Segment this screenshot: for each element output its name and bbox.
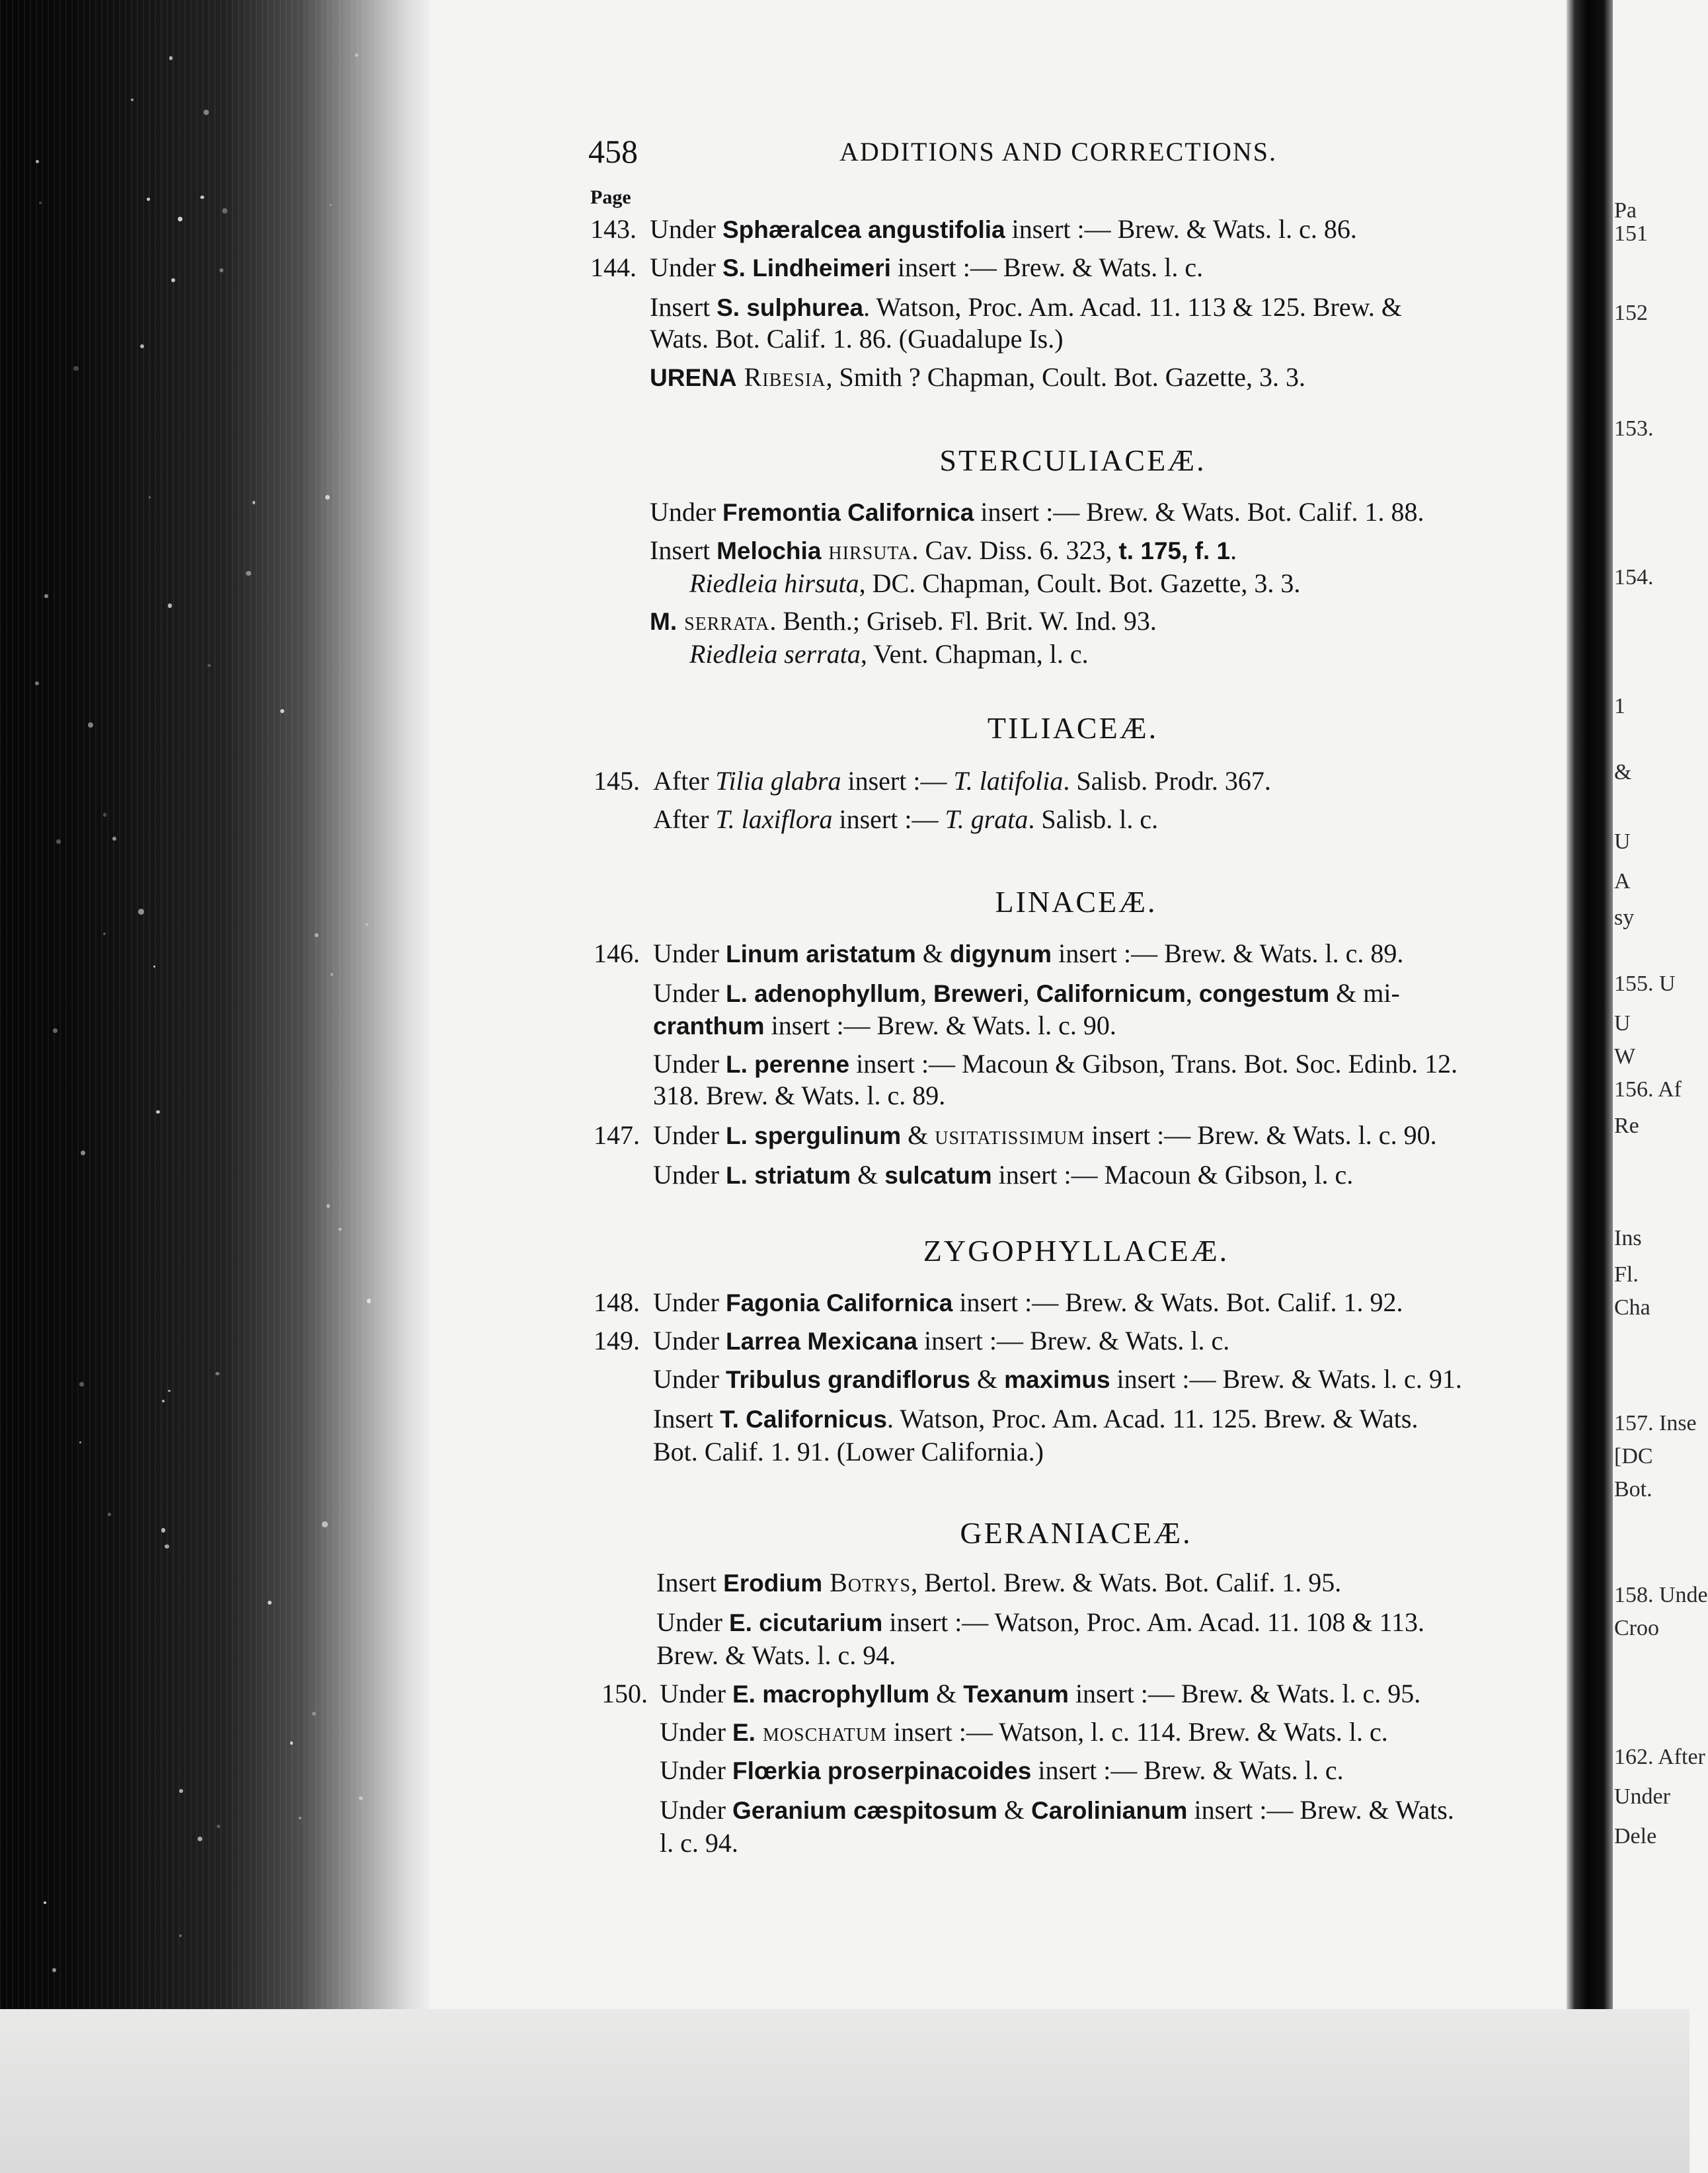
- entry-text: insert :—: [832, 804, 945, 834]
- taxon-name: Linum aristatum: [725, 940, 916, 968]
- entry-line: [653, 765, 1271, 798]
- entry-line: [660, 1754, 1344, 1788]
- entry-text: Brew. & Wats. l. c. 94.: [656, 1640, 896, 1670]
- entry-line: [650, 496, 1424, 529]
- entry-line: [653, 1286, 1403, 1320]
- entry-text: Under: [650, 497, 722, 527]
- entry-line: [594, 937, 640, 970]
- entry-line: [650, 213, 1357, 247]
- entry-line: [660, 1677, 1420, 1711]
- taxon-name: Californicum: [1036, 980, 1186, 1007]
- plate-reference: t. 175, f. 1: [1118, 537, 1231, 564]
- fragment-text: 153.: [1614, 416, 1654, 441]
- taxon-name: T. laxiflora: [715, 804, 833, 834]
- entry-line: [653, 1119, 1437, 1153]
- taxon-name: L. spergulinum: [725, 1122, 902, 1149]
- species-epithet: moschatum: [755, 1717, 887, 1747]
- entry-text: Under: [653, 938, 726, 968]
- taxon-name: M.: [650, 608, 678, 635]
- taxon-name: digynum: [949, 940, 1052, 968]
- fragment-text: W: [1614, 1044, 1636, 1069]
- page-number: 458: [588, 133, 638, 170]
- entry-text: Under: [660, 1679, 732, 1708]
- entry-text: insert :— Brew. & Wats. l. c. 86.: [1005, 214, 1357, 244]
- fragment-text: Ins: [1614, 1226, 1642, 1250]
- entry-number: 148.: [594, 1287, 640, 1317]
- entry-text: insert :— Brew. & Wats. Bot. Calif. 1. 92.: [952, 1287, 1403, 1317]
- entry-text: insert :— Brew. & Wats. l. c. 90.: [1085, 1120, 1437, 1150]
- fragment-text: 157. Inse: [1614, 1411, 1697, 1435]
- species-epithet: serrata: [677, 606, 770, 636]
- entry-text: . Salisb. l. c.: [1028, 804, 1159, 834]
- taxon-name: Tilia glabra: [715, 766, 841, 796]
- section-heading-linaceae: LINACEÆ.: [995, 885, 1157, 919]
- section-heading-zygophyllaceae: ZYGOPHYLLACEÆ.: [923, 1234, 1229, 1268]
- entry-line: [689, 567, 1300, 600]
- entry-text: insert :— Brew. & Wats. l. c.: [917, 1326, 1230, 1355]
- entry-text: After: [653, 804, 716, 834]
- species-epithet: Ribesia: [736, 362, 826, 392]
- taxon-name: Texanum: [963, 1681, 1069, 1708]
- entry-line: [653, 1363, 1462, 1396]
- entry-line: [660, 1794, 1454, 1827]
- entry-text: &: [997, 1795, 1032, 1825]
- fragment-text: sy: [1614, 905, 1635, 930]
- entry-line: [660, 1716, 1388, 1749]
- entry-text: insert :— Brew. & Wats. l. c.: [1031, 1755, 1344, 1785]
- entry-number: 143.: [590, 214, 637, 244]
- fragment-text: Fl.: [1614, 1262, 1639, 1287]
- taxon-name: Flœrkia proserpinacoides: [732, 1757, 1032, 1784]
- fragment-text: Under: [1614, 1784, 1670, 1809]
- entry-text: 318. Brew. & Wats. l. c. 89.: [653, 1081, 946, 1110]
- taxon-name: E. macrophyllum: [732, 1681, 930, 1708]
- entry-line: [594, 1286, 640, 1319]
- fragment-text: Dele: [1614, 1824, 1657, 1849]
- fragment-text: Cha: [1614, 1295, 1650, 1320]
- entry-text: , Bertol. Brew. & Wats. Bot. Calif. 1. 95.: [911, 1568, 1342, 1597]
- taxon-name: cranthum: [653, 1012, 765, 1040]
- taxon-name: URENA: [650, 364, 737, 391]
- entry-line: [594, 1324, 640, 1357]
- entry-line: [653, 1048, 1457, 1081]
- taxon-name: T. latifolia: [953, 766, 1064, 796]
- entry-text: ,: [919, 978, 933, 1008]
- entry-text: Insert: [653, 1404, 720, 1433]
- entry-text: Insert: [650, 292, 717, 322]
- taxon-name: Sphæralcea angustifolia: [722, 216, 1005, 243]
- synonym-name: Riedleia hirsuta: [689, 568, 859, 598]
- entry-text: insert :— Watson, l. c. 114. Brew. & Wats. l. c.: [886, 1717, 1388, 1747]
- entry-text: Under: [653, 1287, 726, 1317]
- entry-text: insert :— Brew. & Wats. l. c. 95.: [1068, 1679, 1421, 1708]
- entry-line: [660, 1827, 738, 1860]
- entry-text: . Watson, Proc. Am. Acad. 11. 113 & 125. Brew. &: [863, 292, 1403, 322]
- taxon-name: Erodium: [723, 1570, 823, 1597]
- entry-text: Under: [660, 1795, 732, 1825]
- taxon-name: Geranium cæspitosum: [732, 1797, 997, 1824]
- entry-number: 144.: [590, 252, 637, 282]
- section-heading-sterculiaceae: STERCULIACEÆ.: [939, 443, 1206, 477]
- entry-text: After: [653, 766, 716, 796]
- species-epithet: Botrys: [822, 1568, 912, 1597]
- taxon-name: sulcatum: [884, 1162, 992, 1189]
- entry-number: 150.: [602, 1679, 648, 1708]
- entry-line: [656, 1639, 896, 1672]
- taxon-name: Tribulus grandiflorus: [725, 1366, 970, 1393]
- entry-text: Under: [653, 978, 726, 1008]
- fragment-text: 158. Unde: [1614, 1583, 1708, 1607]
- entry-text: , DC. Chapman, Coult. Bot. Gazette, 3. 3.: [859, 568, 1301, 598]
- entry-text: Insert: [656, 1568, 724, 1597]
- entry-text: ,: [1185, 978, 1199, 1008]
- entry-text: , Smith ? Chapman, Coult. Bot. Gazette, 3. 3.: [826, 362, 1305, 392]
- entry-text: , Vent. Chapman, l. c.: [860, 639, 1089, 669]
- entry-text: . Watson, Proc. Am. Acad. 11. 125. Brew. & Wats.: [886, 1404, 1418, 1433]
- entry-text: . Benth.; Griseb. Fl. Brit. W. Ind. 93.: [769, 606, 1157, 636]
- entry-line: [650, 251, 1203, 285]
- entry-line: [653, 803, 1158, 836]
- fragment-text: 162. After: [1614, 1745, 1705, 1769]
- species-epithet: hirsuta: [821, 535, 912, 565]
- entry-text: & mi-: [1329, 978, 1400, 1008]
- fragment-text: Bot.: [1614, 1477, 1652, 1502]
- entry-text: Under: [653, 1120, 726, 1150]
- entry-line: [650, 323, 1064, 356]
- entry-text: insert :— Macoun & Gibson, Trans. Bot. Soc. Edinb. 12.: [849, 1049, 1458, 1079]
- taxon-name: L. adenophyllum: [725, 980, 920, 1007]
- entry-line: [653, 1324, 1229, 1358]
- taxon-name: Breweri: [933, 980, 1023, 1007]
- entry-number: 149.: [594, 1326, 640, 1355]
- entry-line: [594, 765, 640, 798]
- entry-line: [602, 1677, 648, 1710]
- entry-line: [650, 291, 1402, 324]
- taxon-name: Melochia: [717, 537, 822, 564]
- entry-number: 146.: [594, 938, 640, 968]
- entry-text: insert :— Brew. & Wats.: [1187, 1795, 1454, 1825]
- taxon-name: L. perenne: [725, 1051, 850, 1078]
- entry-text: insert :— Macoun & Gibson, l. c.: [991, 1160, 1354, 1190]
- entry-line: [653, 977, 1400, 1010]
- entry-line: [590, 213, 637, 246]
- entry-line: [590, 251, 637, 284]
- fragment-text: U: [1614, 1011, 1631, 1036]
- taxon-name: T. Californicus: [720, 1406, 887, 1433]
- entry-line: [653, 1159, 1353, 1192]
- section-heading-tiliaceae: TILIACEÆ.: [987, 711, 1159, 745]
- taxon-name: S. Lindheimeri: [722, 254, 891, 282]
- running-head: ADDITIONS AND CORRECTIONS.: [839, 137, 1278, 167]
- entry-text: Under: [653, 1049, 726, 1079]
- entry-number: 145.: [594, 766, 640, 796]
- entry-text: Under: [653, 1160, 726, 1190]
- entry-line: [650, 605, 1157, 638]
- entry-text: insert :— Brew. & Wats. l. c. 90.: [764, 1010, 1116, 1040]
- taxon-name: congestum: [1198, 980, 1330, 1007]
- fragment-text: 151: [1614, 221, 1648, 246]
- section-heading-geraniaceae: GERANIACEÆ.: [960, 1516, 1192, 1550]
- entry-line: [653, 1009, 1116, 1043]
- entry-text: Bot. Calif. 1. 91. (Lower California.): [653, 1437, 1044, 1467]
- entry-text: insert :— Brew. & Wats. Bot. Calif. 1. 88.: [974, 497, 1424, 527]
- entry-line: [653, 1402, 1418, 1436]
- entry-line: [653, 937, 1403, 971]
- entry-text: Insert: [650, 535, 717, 565]
- entry-text: . Salisb. Prodr. 367.: [1063, 766, 1271, 796]
- fragment-text: 152: [1614, 301, 1648, 325]
- entry-text: .: [1230, 535, 1237, 565]
- taxon-name: L. striatum: [725, 1162, 851, 1189]
- entry-text: &: [915, 938, 950, 968]
- entry-line: [594, 1119, 640, 1152]
- entry-text: insert :— Watson, Proc. Am. Acad. 11. 108 & 113.: [882, 1607, 1425, 1637]
- entry-text: Under: [656, 1607, 729, 1637]
- taxon-name: S. sulphurea: [717, 294, 864, 321]
- fragment-text: 156. Af: [1614, 1077, 1682, 1102]
- entry-text: &: [851, 1160, 885, 1190]
- entry-text: Under: [650, 214, 722, 244]
- fragment-text: 1: [1614, 694, 1625, 718]
- entry-text: . Cav. Diss. 6. 323,: [912, 535, 1119, 565]
- taxon-name: E. cicutarium: [728, 1609, 883, 1636]
- entry-number: 147.: [594, 1120, 640, 1150]
- entry-text: insert :—: [841, 766, 954, 796]
- fragment-text: U: [1614, 829, 1631, 854]
- fragment-text: Pa: [1614, 198, 1637, 223]
- entry-text: Under: [660, 1755, 732, 1785]
- entry-text: Wats. Bot. Calif. 1. 86. (Guadalupe Is.): [650, 324, 1064, 354]
- entry-line: [656, 1566, 1341, 1600]
- synonym-name: Riedleia serrata: [689, 639, 861, 669]
- taxon-name: Larrea Mexicana: [725, 1328, 917, 1355]
- entry-text: Under: [653, 1326, 726, 1355]
- taxon-name: E.: [732, 1719, 756, 1746]
- fragment-text: 154.: [1614, 565, 1654, 590]
- entry-line: [689, 638, 1089, 671]
- taxon-name: Carolinianum: [1031, 1797, 1188, 1824]
- entry-line: [656, 1606, 1424, 1640]
- taxon-name: Fagonia Californica: [725, 1289, 953, 1316]
- entry-text: ,: [1023, 978, 1036, 1008]
- entry-line: [650, 361, 1305, 395]
- entry-text: Under: [653, 1364, 726, 1394]
- taxon-name: T. grata: [945, 804, 1029, 834]
- entry-text: Under: [660, 1717, 732, 1747]
- entry-text: insert :— Brew. & Wats. l. c. 89.: [1052, 938, 1404, 968]
- entry-text: insert :— Brew. & Wats. l. c. 91.: [1110, 1364, 1462, 1394]
- entry-line: [653, 1435, 1044, 1468]
- species-epithet: usitatissimum: [935, 1120, 1085, 1150]
- fragment-text: A: [1614, 869, 1631, 894]
- entry-text: insert :— Brew. & Wats. l. c.: [890, 252, 1204, 282]
- fragment-text: Re: [1614, 1114, 1639, 1138]
- entry-text: Under: [650, 252, 722, 282]
- entry-text: &: [929, 1679, 964, 1708]
- fragment-text: Croo: [1614, 1616, 1659, 1640]
- fragment-text: [DC: [1614, 1444, 1653, 1468]
- entry-line: [650, 534, 1237, 568]
- fragment-text: 155. U: [1614, 972, 1676, 996]
- taxon-name: Fremontia Californica: [722, 499, 974, 526]
- entry-text: l. c. 94.: [660, 1828, 738, 1858]
- entry-line: [653, 1079, 945, 1112]
- page-header: [588, 132, 1302, 178]
- fragment-text: &: [1614, 760, 1632, 784]
- entry-text: &: [901, 1120, 935, 1150]
- page-column-label: Page: [590, 186, 631, 208]
- taxon-name: maximus: [1004, 1366, 1110, 1393]
- entry-text: &: [970, 1364, 1005, 1394]
